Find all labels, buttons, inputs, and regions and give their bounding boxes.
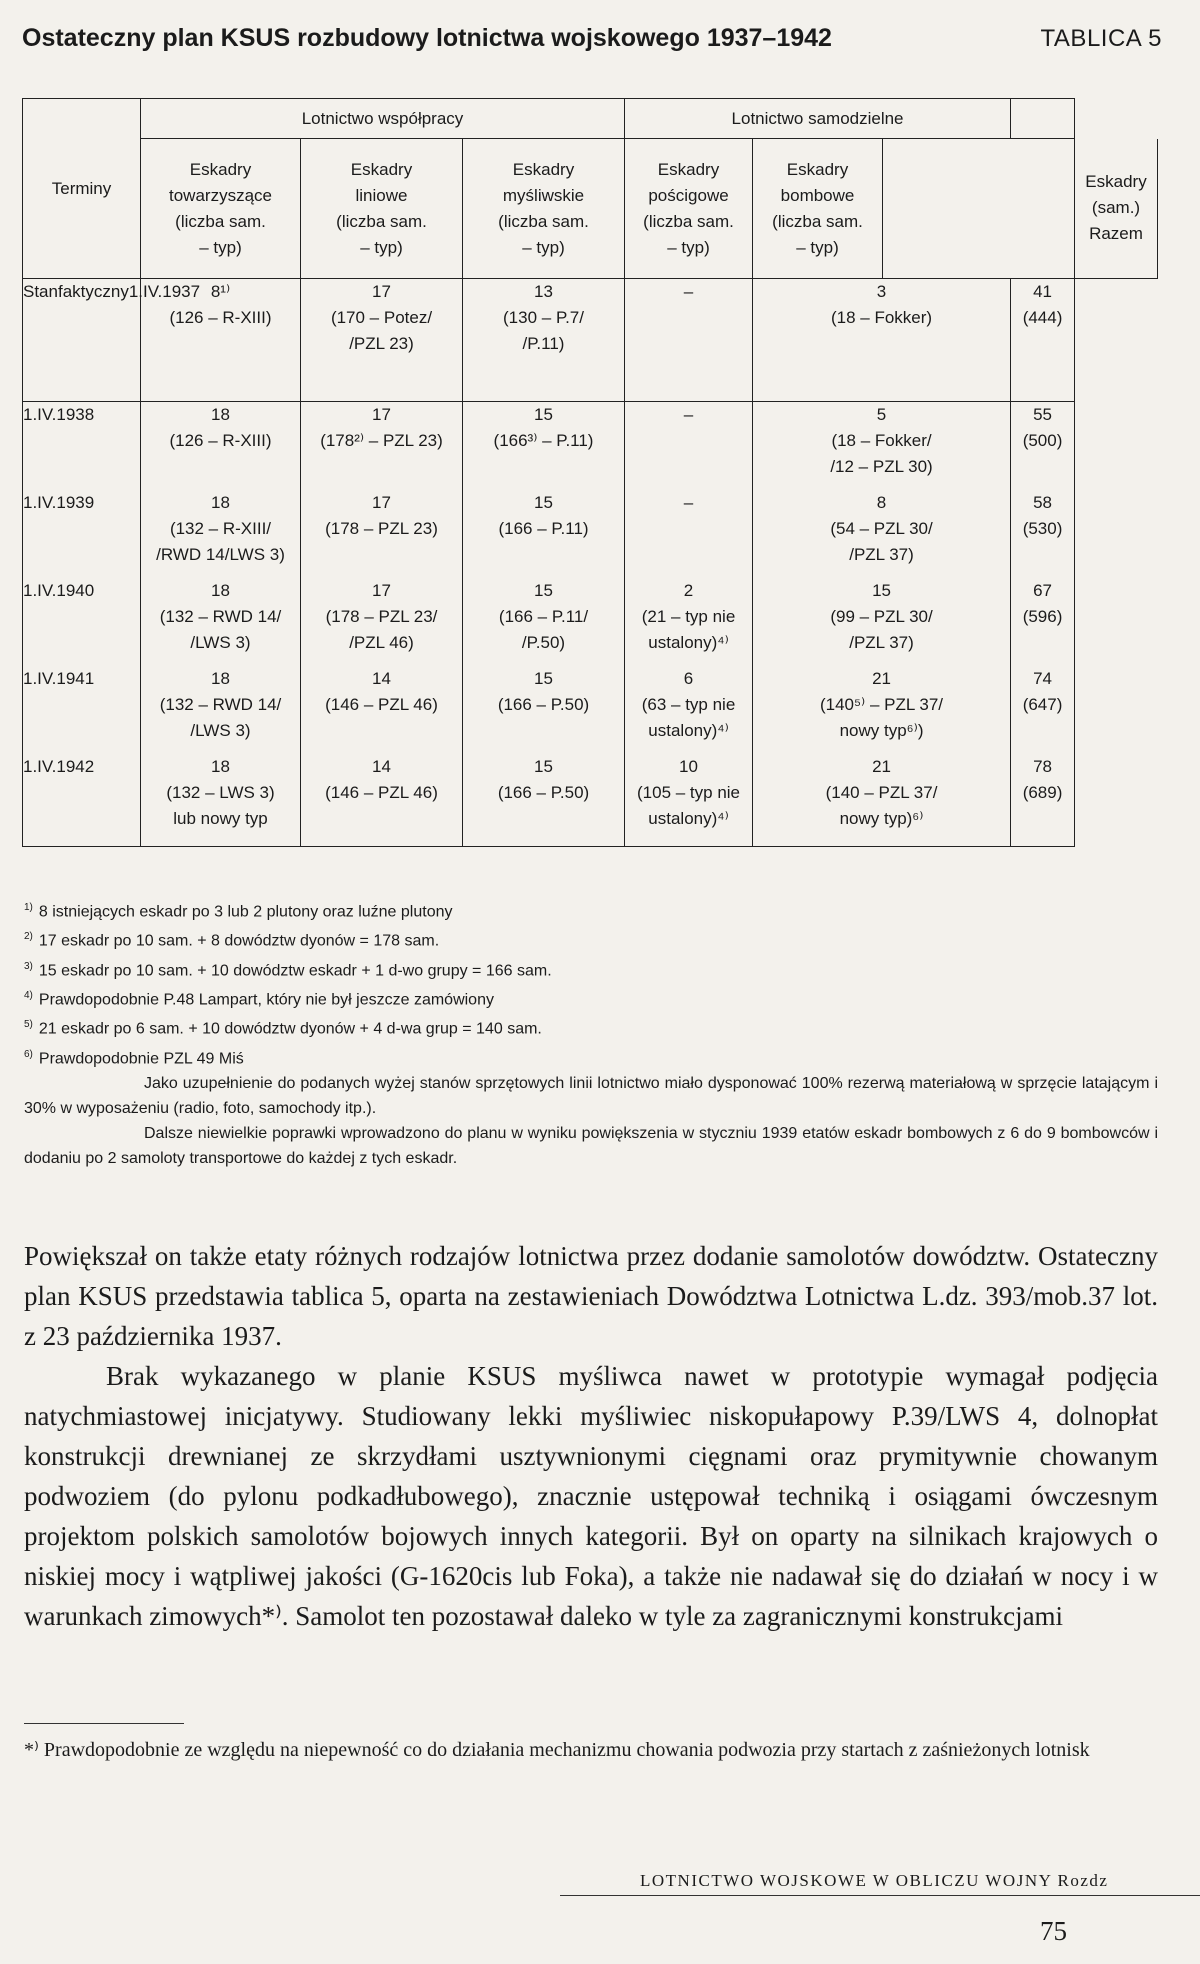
paragraph-1: Powiększał on także etaty różnych rodzajów lotnictwa przez dodanie samolotów dowództw. Ostateczny plan KSUS przedstawia tablica 5, oparta na zestawieniach Dowództwa Lotnictwa L.dz. 393/mob.37 lot. z 23 października 1937. xyxy=(24,1241,1158,1351)
cell-line: nowy typ⁶⁾) xyxy=(839,721,924,740)
cell-line: nowy typ)⁶⁾ xyxy=(839,809,924,828)
table-row xyxy=(23,402,1158,491)
cell-bom xyxy=(753,754,1011,847)
cell-bom xyxy=(753,279,1011,402)
header-terminy xyxy=(23,99,141,279)
cell-line: (178²⁾ – PZL 23) xyxy=(320,431,443,450)
header-razem xyxy=(1075,139,1158,279)
cell-line: /P.50) xyxy=(521,633,566,652)
footnote-item xyxy=(24,954,1158,983)
header-line: – typ) xyxy=(360,237,403,257)
cell-line: /PZL 37) xyxy=(849,545,914,564)
cell-line: 21 xyxy=(872,757,891,776)
cell-line: 78 xyxy=(1033,757,1052,776)
cell-line: 74 xyxy=(1033,669,1052,688)
cell-line: 17 xyxy=(372,493,391,512)
cell-mys xyxy=(463,754,625,847)
table-row xyxy=(23,490,1158,578)
cell-line: 8 xyxy=(876,493,887,512)
page-header xyxy=(22,22,1162,54)
header-line: – typ) xyxy=(522,237,565,257)
table-row xyxy=(23,279,1158,402)
table-row xyxy=(23,666,1158,754)
cell-pos xyxy=(625,754,753,847)
header-line: Eskadry xyxy=(512,159,575,179)
cell-line: 18 xyxy=(211,669,230,688)
cell-line: (647) xyxy=(1022,695,1063,714)
cell-line: (126 – R-XIII) xyxy=(169,308,272,327)
cell-line: 21 xyxy=(872,669,891,688)
table-row xyxy=(23,578,1158,666)
footnote-mark: 4) xyxy=(24,989,33,1001)
cell-line: (444) xyxy=(1022,308,1063,327)
cell-line: 15 xyxy=(534,669,553,688)
body-text xyxy=(24,1236,1158,1636)
cell-line: (140⁵⁾ – PZL 37/ xyxy=(819,695,944,714)
cell-line: 15 xyxy=(534,493,553,512)
cell-term xyxy=(23,402,141,491)
note-reserve: Jako uzupełnienie do podanych wyżej stanów sprzętowych linii lotnictwo miało dysponować 100% rezerwą materiałową w sprzęcie latającym i 30% w wyposażeniu (radio, foto, samochody itp.). xyxy=(24,1074,1158,1117)
cell-line: (146 – PZL 46) xyxy=(325,695,438,714)
cell-line: (132 – LWS 3) xyxy=(166,783,275,802)
header-bombowe xyxy=(753,139,883,279)
cell-line: (170 – Potez/ xyxy=(330,308,433,327)
header-line: – typ) xyxy=(199,237,242,257)
footnote-item xyxy=(24,1012,1158,1041)
cell-term xyxy=(23,666,141,754)
cell-line: (166³⁾ – P.11) xyxy=(493,431,594,450)
page-footnote: *⁾ Prawdopodobnie ze względu na niepewność co do działania mechanizmu chowania podwozia przy startach z zaśnieżonych lotnisk xyxy=(24,1739,1090,1761)
cell-line: (178 – PZL 23/ xyxy=(325,607,438,626)
ksus-table xyxy=(22,98,1158,847)
cell-line: /RWD 14/LWS 3) xyxy=(156,545,285,564)
cell-line: ustalony)⁴⁾ xyxy=(648,633,729,652)
footnote-rule xyxy=(24,1723,184,1724)
cell-line: /LWS 3) xyxy=(190,721,251,740)
header-towarzyszace xyxy=(141,139,301,279)
table-body xyxy=(23,279,1158,847)
cell-raz xyxy=(1011,402,1075,491)
header-line: Terminy xyxy=(51,178,112,198)
header-poscigowe xyxy=(625,139,753,279)
footnote-item xyxy=(24,1042,1158,1071)
cell-line: (130 – P.7/ xyxy=(503,308,584,327)
cell-line: (596) xyxy=(1022,607,1063,626)
cell-line: 17 xyxy=(372,405,391,424)
cell-line: (21 – typ nie xyxy=(641,607,736,626)
table-row xyxy=(23,754,1158,847)
cell-lin xyxy=(301,578,463,666)
header-group-wspolpracy: Lotnictwo współpracy xyxy=(141,99,625,139)
header-liniowe xyxy=(301,139,463,279)
cell-line: 13 xyxy=(534,282,553,301)
cell-line: (140 – PZL 37/ xyxy=(825,783,938,802)
cell-line: (500) xyxy=(1022,431,1063,450)
cell-raz xyxy=(1011,666,1075,754)
cell-line: (530) xyxy=(1022,519,1063,538)
cell-mys xyxy=(463,402,625,491)
running-head-rule xyxy=(560,1895,1200,1896)
cell-mys xyxy=(463,279,625,402)
footnote-text: 15 eskadr po 10 sam. + 10 dowództw eskadr + 1 d-wo grupy = 166 sam. xyxy=(38,961,552,979)
header-line: (liczba sam. xyxy=(498,211,589,231)
cell-line: 18 xyxy=(211,757,230,776)
cell-line: – xyxy=(683,405,694,424)
cell-line: /12 – PZL 30) xyxy=(830,457,933,476)
cell-line: /P.11) xyxy=(522,334,565,353)
ksus-table-container xyxy=(22,98,1158,847)
cell-tow xyxy=(141,754,301,847)
header-line: (liczba sam. xyxy=(175,211,266,231)
cell-line: 14 xyxy=(372,669,391,688)
cell-bom xyxy=(753,666,1011,754)
cell-bom xyxy=(753,578,1011,666)
cell-lin xyxy=(301,490,463,578)
footnote-text: Prawdopodobnie PZL 49 Miś xyxy=(38,1049,244,1067)
cell-tow xyxy=(141,578,301,666)
note-corrections: Dalsze niewielkie poprawki wprowadzono do planu w wyniku powiększenia w styczniu 1939 etatów eskadr bombowych z 6 do 9 bombowców i dodaniu po 2 samoloty transportowe do każdej z tych eskadr. xyxy=(24,1124,1158,1167)
footnote-item xyxy=(24,895,1158,924)
cell-pos xyxy=(625,279,753,402)
table-footnotes xyxy=(24,895,1158,1171)
cell-line: 41 xyxy=(1033,282,1052,301)
footnote-mark: 2) xyxy=(24,931,33,943)
cell-line: 18 xyxy=(211,405,230,424)
cell-line: (18 – Fokker/ xyxy=(831,431,932,450)
cell-tow xyxy=(141,402,301,491)
cell-line: 8¹⁾ xyxy=(210,282,231,301)
cell-line: 17 xyxy=(372,282,391,301)
footnote-text: 8 istniejących eskadr po 3 lub 2 plutony oraz luźne plutony xyxy=(38,903,453,921)
cell-line: 15 xyxy=(872,581,891,600)
header-line: (liczba sam. xyxy=(643,211,734,231)
cell-line: Stan xyxy=(23,282,58,301)
cell-line: (132 – R-XIII/ xyxy=(169,519,272,538)
cell-line: 2 xyxy=(683,581,694,600)
cell-line: (166 – P.50) xyxy=(497,695,590,714)
cell-line: (54 – PZL 30/ xyxy=(830,519,933,538)
footnote-text: Prawdopodobnie P.48 Lampart, który nie był jeszcze zamówiony xyxy=(38,991,494,1009)
cell-line: 3 xyxy=(876,282,887,301)
cell-raz xyxy=(1011,279,1075,402)
header-line: (liczba sam. xyxy=(336,211,427,231)
paragraph-2: Brak wykazanego w planie KSUS myśliwca nawet w prototypie wymagał podjęcia natychmiastowej inicjatywy. Studiowany lekki myśliwiec niskopułapowy P.39/LWS 4, dolnopłat konstrukcji drewnianej ze skrzydłami usztywnionymi cięgnami oraz prymitywnie chowanym podwoziem (do pylonu podkadłubowego), znacznie ustępował techniką i osiągami ówczesnym projektom polskich samolotów bojowych innych kategorii. Był on oparty na silnikach krajowych o niskiej mocy i wątpliwej jakości (G-1620cis lub Foka), a także nie nadawał się do działań w nocy i w warunkach zimowych*⁾. Samolot ten pozostawał daleko w tyle za zagranicznymi konstrukcjami xyxy=(24,1361,1158,1631)
page-number: 75 xyxy=(1040,1916,1067,1946)
footnote-item xyxy=(24,924,1158,953)
cell-line: lub nowy typ xyxy=(173,809,268,828)
cell-line: 67 xyxy=(1033,581,1052,600)
footnote-mark: 1) xyxy=(24,902,33,913)
footnote-list xyxy=(24,895,1158,1071)
cell-line: 1.IV.1941 xyxy=(23,669,95,688)
header-line: myśliwskie xyxy=(502,185,585,205)
header-line: bombowe xyxy=(780,185,855,205)
cell-mys xyxy=(463,578,625,666)
header-line: Eskadry xyxy=(350,159,413,179)
header-line: Eskadry xyxy=(189,159,252,179)
cell-mys xyxy=(463,666,625,754)
cell-line: (105 – typ nie xyxy=(637,783,741,802)
cell-line: 15 xyxy=(534,405,553,424)
cell-line: (132 – RWD 14/ xyxy=(159,607,282,626)
cell-line: (178 – PZL 23) xyxy=(325,519,438,538)
cell-line: (166 – P.11/ xyxy=(498,607,589,626)
footnote-text: 21 eskadr po 6 sam. + 10 dowództw dyonów + 4 d-wa grup = 140 sam. xyxy=(38,1020,542,1038)
cell-term xyxy=(23,490,141,578)
header-line: liniowe xyxy=(355,185,408,205)
header-line: Eskadry xyxy=(786,159,849,179)
cell-line: 17 xyxy=(372,581,391,600)
cell-line: 10 xyxy=(679,757,698,776)
cell-bom xyxy=(753,490,1011,578)
header-line: Razem xyxy=(1089,224,1143,244)
cell-line: 14 xyxy=(372,757,391,776)
cell-raz xyxy=(1011,490,1075,578)
cell-line: (18 – Fokker) xyxy=(830,308,933,327)
cell-lin xyxy=(301,279,463,402)
cell-line: /LWS 3) xyxy=(190,633,251,652)
cell-line: faktyczny xyxy=(57,282,129,301)
cell-line: 15 xyxy=(534,757,553,776)
header-razem-spacer xyxy=(1011,99,1075,139)
table-title: Ostateczny plan KSUS rozbudowy lotnictwa wojskowego 1937–1942 xyxy=(22,24,832,52)
running-head: LOTNICTWO WOJSKOWE W OBLICZU WOJNY Rozdz xyxy=(640,1871,1109,1890)
header-line: – typ) xyxy=(667,237,710,257)
cell-line: – xyxy=(683,282,694,301)
cell-line: (63 – typ nie xyxy=(641,695,736,714)
cell-term xyxy=(23,279,201,402)
cell-line: – xyxy=(683,493,694,512)
cell-lin xyxy=(301,666,463,754)
cell-mys xyxy=(463,490,625,578)
header-group-samodzielne: Lotnictwo samodzielne xyxy=(625,99,1011,139)
cell-line: (126 – R-XIII) xyxy=(169,431,272,450)
cell-line: 1.IV.1939 xyxy=(23,493,95,512)
cell-tow xyxy=(141,666,301,754)
cell-line: 18 xyxy=(211,493,230,512)
cell-line: 1.IV.1940 xyxy=(23,581,95,600)
cell-line: (132 – RWD 14/ xyxy=(159,695,282,714)
cell-line: 55 xyxy=(1033,405,1052,424)
cell-line: /PZL 23) xyxy=(349,334,414,353)
cell-pos xyxy=(625,490,753,578)
cell-lin xyxy=(301,754,463,847)
cell-line: 1.IV.1937 xyxy=(128,282,201,301)
cell-pos xyxy=(625,666,753,754)
cell-raz xyxy=(1011,754,1075,847)
header-line: (sam.) xyxy=(1091,198,1141,218)
cell-line: /PZL 46) xyxy=(349,633,414,652)
cell-line: (166 – P.11) xyxy=(498,519,589,538)
cell-line: 5 xyxy=(876,405,887,424)
cell-pos xyxy=(625,578,753,666)
header-line: pościgowe xyxy=(648,185,729,205)
header-line: Eskadry xyxy=(1085,172,1147,192)
cell-line: /PZL 37) xyxy=(849,633,914,652)
header-line: (liczba sam. xyxy=(772,211,863,231)
header-spacer xyxy=(883,139,1075,279)
cell-line: 1.IV.1938 xyxy=(23,405,95,424)
cell-line: (689) xyxy=(1022,783,1063,802)
cell-line: (99 – PZL 30/ xyxy=(830,607,933,626)
cell-term xyxy=(23,578,141,666)
cell-line: (166 – P.50) xyxy=(497,783,590,802)
header-line: – typ) xyxy=(796,237,839,257)
cell-tow xyxy=(141,490,301,578)
cell-line: 18 xyxy=(211,581,230,600)
header-mysliwskie xyxy=(463,139,625,279)
cell-line: ustalony)⁴⁾ xyxy=(648,809,729,828)
footnote-mark: 3) xyxy=(24,960,33,972)
header-line: Eskadry xyxy=(657,159,720,179)
cell-lin xyxy=(301,402,463,491)
cell-line: 58 xyxy=(1033,493,1052,512)
cell-line: 1.IV.1942 xyxy=(23,757,95,776)
footnote-mark: 6) xyxy=(24,1048,33,1060)
header-line: towarzyszące xyxy=(169,185,272,205)
footnote-mark: 5) xyxy=(24,1019,33,1031)
cell-line: ustalony)⁴⁾ xyxy=(648,721,729,740)
cell-line: (146 – PZL 46) xyxy=(325,783,438,802)
cell-pos xyxy=(625,402,753,491)
footnote-text: 17 eskadr po 10 sam. + 8 dowództw dyonów = 178 sam. xyxy=(38,932,440,950)
cell-line: 6 xyxy=(683,669,694,688)
cell-bom xyxy=(753,402,1011,491)
cell-raz xyxy=(1011,578,1075,666)
table-label: TABLICA 5 xyxy=(1040,25,1162,52)
cell-line: 15 xyxy=(534,581,553,600)
cell-term xyxy=(23,754,141,847)
footnote-item xyxy=(24,983,1158,1012)
